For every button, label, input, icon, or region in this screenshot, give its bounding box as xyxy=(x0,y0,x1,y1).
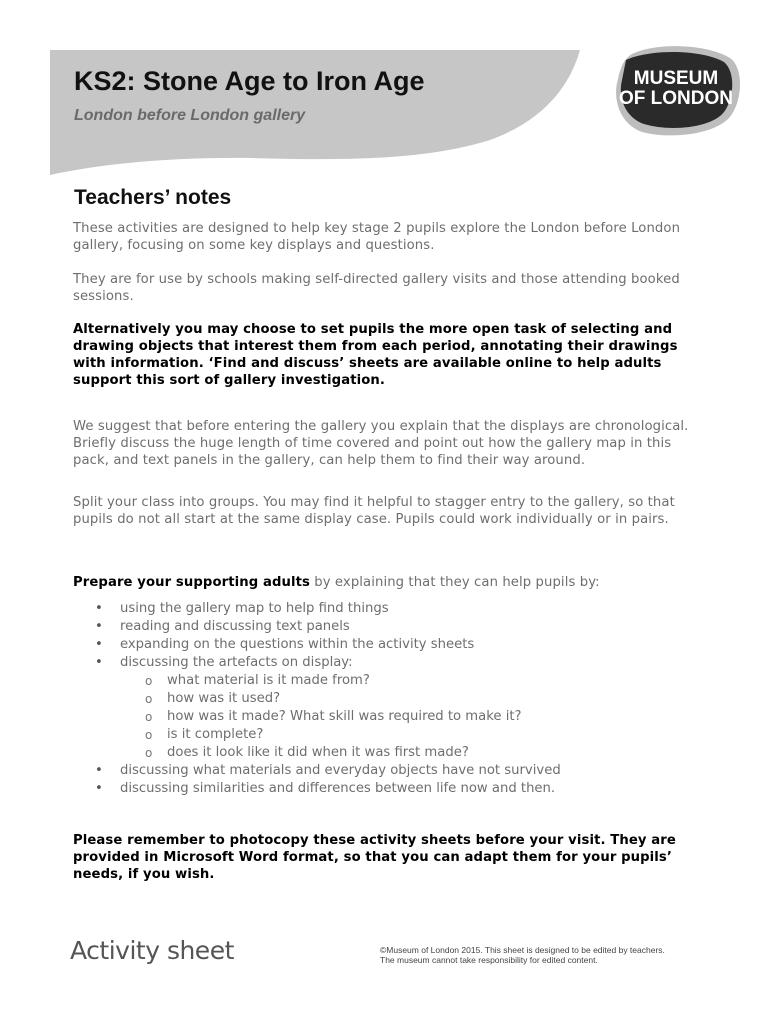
footer-activity-sheet-label: Activity sheet xyxy=(70,936,234,965)
bullet-icon: • xyxy=(95,637,103,652)
list-item xyxy=(73,618,693,636)
alternative-paragraph: Alternatively you may choose to set pupils the more open task of selecting and drawing objects that interest them from each period, annotating their drawings with information. ‘Find and discuss’ sheets are available online to help adults support this sort of gallery investigation. xyxy=(73,322,678,388)
logo-text-of-london: OF LONDON xyxy=(619,88,733,109)
sub-list-item xyxy=(120,690,693,708)
circle-bullet-icon: o xyxy=(145,746,153,760)
usage-paragraph: They are for use by schools making self-directed gallery visits and those attending booked sessions. xyxy=(73,272,680,304)
list-item-text: expanding on the questions within the activity sheets xyxy=(120,637,475,652)
page-subtitle: London before London gallery xyxy=(74,107,306,124)
list-item xyxy=(73,654,693,762)
sub-list-item xyxy=(120,744,693,762)
logo-text-museum: MUSEUM xyxy=(633,68,719,89)
photocopy-reminder: Please remember to photocopy these activity sheets before your visit. They are provided in Microsoft Word format, so that you can adapt them for your pupils’ needs, if you wish. xyxy=(73,833,676,882)
bullet-icon: • xyxy=(95,619,103,634)
intro-paragraph: These activities are designed to help key stage 2 pupils explore the London before London gallery, focusing on some key displays and questions. xyxy=(73,221,681,253)
bullet-icon: • xyxy=(95,781,103,796)
sub-list-item xyxy=(120,726,693,744)
grouping-paragraph: Split your class into groups. You may find it helpful to stagger entry to the gallery, so that pupils do not all start at the same display case. Pupils could work individually or in pairs. xyxy=(73,495,675,527)
list-item-text: discussing what materials and everyday objects have not survived xyxy=(120,763,561,778)
list-item xyxy=(73,780,693,798)
museum-of-london-logo xyxy=(612,44,742,140)
list-item-text: using the gallery map to help find things xyxy=(120,601,389,616)
section-heading: Teachers’ notes xyxy=(74,186,232,209)
list-item-text: discussing the artefacts on display: xyxy=(120,655,353,670)
supporting-adults-paragraph xyxy=(73,574,703,591)
footer-copyright-note xyxy=(380,945,710,965)
sub-list-item-text: does it look like it did when it was first made? xyxy=(167,745,469,760)
artefact-questions-list xyxy=(120,672,693,762)
support-list xyxy=(73,600,693,798)
bullet-icon: • xyxy=(95,763,103,778)
circle-bullet-icon: o xyxy=(145,728,153,742)
suggestion-paragraph: We suggest that before entering the gallery you explain that the displays are chronological. Briefly discuss the huge length of time covered and point out how the gallery map in this pack, and text panels in the gallery, can help them to find their way around. xyxy=(73,419,689,468)
sub-list-item xyxy=(120,708,693,726)
list-item xyxy=(73,762,693,780)
sub-list-item xyxy=(120,672,693,690)
supporting-adults-rest: by explaining that they can help pupils by: xyxy=(309,575,600,590)
list-item xyxy=(73,636,693,654)
bullet-icon: • xyxy=(95,601,103,616)
circle-bullet-icon: o xyxy=(145,674,153,688)
circle-bullet-icon: o xyxy=(145,710,153,724)
sub-list-item-text: how was it made? What skill was required to make it? xyxy=(167,709,522,724)
circle-bullet-icon: o xyxy=(145,692,153,706)
sub-list-item-text: how was it used? xyxy=(167,691,281,706)
sub-list-item-text: what material is it made from? xyxy=(167,673,370,688)
list-item xyxy=(73,600,693,618)
sub-list-item-text: is it complete? xyxy=(167,727,264,742)
supporting-adults-bold: Prepare your supporting adults xyxy=(73,575,310,590)
disclaimer-line: The museum cannot take responsibility for edited content. xyxy=(380,955,598,965)
bullet-icon: • xyxy=(95,655,103,670)
page-title: KS2: Stone Age to Iron Age xyxy=(74,66,425,96)
copyright-line: ©Museum of London 2015. This sheet is designed to be edited by teachers. xyxy=(380,945,665,955)
list-item-text: reading and discussing text panels xyxy=(120,619,350,634)
list-item-text: discussing similarities and differences between life now and then. xyxy=(120,781,556,796)
